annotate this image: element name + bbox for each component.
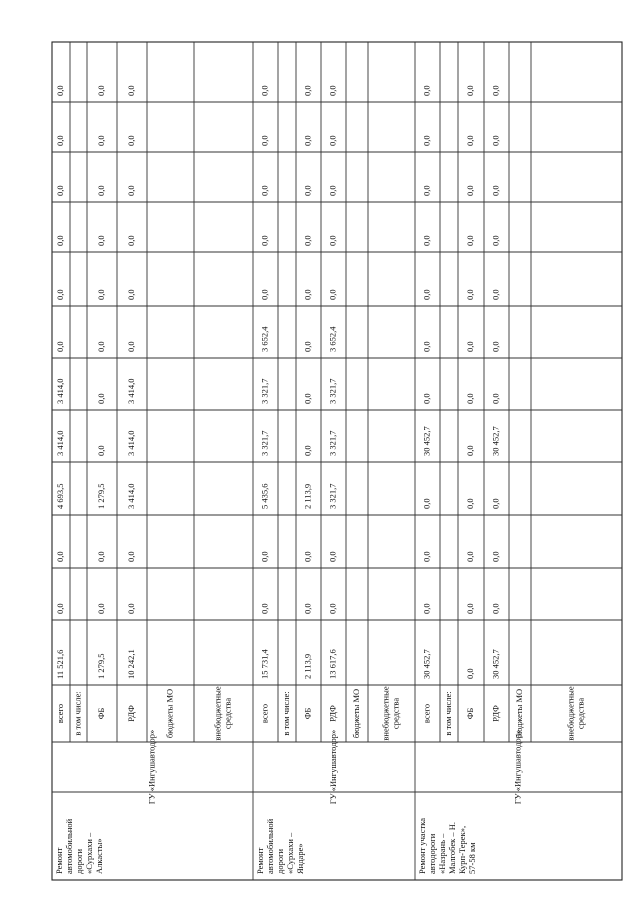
value-cell: 2 113,9: [302, 483, 313, 509]
value-cell: 0,0: [490, 85, 501, 96]
executor-label: ГУ «Ингушавтодор»: [327, 729, 338, 805]
value-cell: 0,0: [327, 235, 338, 246]
row-label: всего: [259, 703, 270, 724]
value-cell: 0,0: [302, 85, 313, 96]
value-cell: 0,0: [259, 185, 270, 196]
value-cell: 0,0: [464, 135, 475, 146]
executor-label: ГУ «Ингушавтодор»: [146, 729, 157, 805]
value-cell: 3 414,0: [125, 430, 136, 456]
value-cell: 30 452,7: [421, 426, 432, 456]
value-cell: 0,0: [490, 341, 501, 352]
value-cell: 0,0: [490, 603, 501, 614]
value-cell: 0,0: [54, 603, 65, 614]
object-name: Курп-Терек»,: [456, 825, 467, 874]
value-cell: 3 414,0: [54, 430, 65, 456]
value-cell: 0,0: [302, 289, 313, 300]
value-cell: 3 414,0: [125, 483, 136, 509]
value-cell: 30 452,7: [490, 426, 501, 456]
value-cell: 0,0: [54, 289, 65, 300]
object-name: дороги: [73, 848, 84, 874]
value-cell: 0,0: [95, 85, 106, 96]
value-cell: 1 279,5: [95, 483, 106, 509]
value-cell: 0,0: [327, 85, 338, 96]
value-cell: 0,0: [125, 603, 136, 614]
value-cell: 0,0: [327, 289, 338, 300]
value-cell: 0,0: [95, 603, 106, 614]
value-cell: 30 452,7: [421, 649, 432, 679]
value-cell: 0,0: [302, 341, 313, 352]
object-name: Ремонт: [53, 847, 64, 874]
object-name: Алкасты»: [93, 838, 104, 874]
value-cell: 0,0: [464, 341, 475, 352]
value-cell: 5 435,6: [259, 483, 270, 509]
value-cell: 3 321,7: [259, 430, 270, 456]
row-label: ФБ: [95, 707, 106, 720]
row-label: ФБ: [464, 707, 475, 720]
object-name: Ремонт участка: [416, 818, 427, 874]
object-name: «Назрань –: [436, 833, 447, 874]
value-cell: 0,0: [95, 135, 106, 146]
row-label: РДФ: [125, 705, 136, 722]
value-cell: 10 242,1: [125, 649, 136, 679]
value-cell: 30 452,7: [490, 649, 501, 679]
value-cell: 0,0: [490, 289, 501, 300]
value-cell: 0,0: [54, 551, 65, 562]
value-cell: 3 414,0: [54, 378, 65, 404]
value-cell: 0,0: [490, 551, 501, 562]
value-cell: 0,0: [490, 393, 501, 404]
row-label: внебюджетные: [212, 686, 223, 741]
value-cell: 2 113,9: [302, 653, 313, 679]
object-name: «Сурхахи –: [284, 832, 295, 874]
value-cell: 0,0: [490, 235, 501, 246]
value-cell: 0,0: [125, 135, 136, 146]
value-cell: 0,0: [302, 135, 313, 146]
row-label: средства: [390, 697, 401, 730]
row-label: всего: [54, 703, 65, 724]
value-cell: 3 321,7: [259, 378, 270, 404]
value-cell: 0,0: [421, 85, 432, 96]
row-label: средства: [575, 697, 586, 730]
value-cell: 0,0: [259, 551, 270, 562]
row-label: в том числе:: [280, 691, 291, 736]
value-cell: 0,0: [259, 85, 270, 96]
value-cell: 0,0: [125, 235, 136, 246]
value-cell: 0,0: [421, 603, 432, 614]
value-cell: 0,0: [54, 235, 65, 246]
value-cell: 0,0: [95, 393, 106, 404]
value-cell: 11 521,6: [54, 649, 65, 679]
value-cell: 0,0: [464, 185, 475, 196]
value-cell: 0,0: [327, 135, 338, 146]
value-cell: 0,0: [464, 603, 475, 614]
value-cell: 0,0: [125, 551, 136, 562]
value-cell: 0,0: [95, 551, 106, 562]
value-cell: 0,0: [490, 135, 501, 146]
value-cell: 0,0: [421, 498, 432, 509]
value-cell: 4 693,5: [54, 483, 65, 509]
object-name: Малгобек – Н.: [446, 821, 457, 874]
value-cell: 0,0: [421, 289, 432, 300]
value-cell: 0,0: [464, 668, 475, 679]
value-cell: 3 652,4: [259, 326, 270, 352]
value-cell: 0,0: [54, 135, 65, 146]
value-cell: 0,0: [95, 235, 106, 246]
row-label: всего: [421, 703, 432, 724]
value-cell: 0,0: [95, 445, 106, 456]
value-cell: 0,0: [421, 135, 432, 146]
executor-label: ГУ «Ингушавтодор»: [512, 729, 523, 805]
value-cell: 0,0: [95, 185, 106, 196]
value-cell: 0,0: [464, 445, 475, 456]
value-cell: 0,0: [54, 85, 65, 96]
value-cell: 0,0: [54, 341, 65, 352]
value-cell: 0,0: [464, 498, 475, 509]
value-cell: 3 321,7: [327, 378, 338, 404]
value-cell: 15 731,4: [259, 649, 270, 679]
object-name: автомобильной: [264, 818, 275, 874]
value-cell: 0,0: [259, 235, 270, 246]
value-cell: 0,0: [302, 235, 313, 246]
value-cell: 0,0: [327, 603, 338, 614]
value-cell: 0,0: [125, 185, 136, 196]
row-label: РДФ: [490, 705, 501, 722]
row-label: в том числе:: [72, 691, 83, 736]
object-name: автодороги: [426, 833, 437, 874]
value-cell: 0,0: [125, 289, 136, 300]
object-name: Ремонт: [254, 847, 265, 874]
table-cells: [54, 85, 586, 874]
value-cell: 0,0: [421, 393, 432, 404]
value-cell: 0,0: [95, 289, 106, 300]
value-cell: 0,0: [259, 135, 270, 146]
row-label: внебюджетные: [380, 686, 391, 741]
value-cell: 0,0: [327, 185, 338, 196]
row-label: РДФ: [327, 705, 338, 722]
value-cell: 0,0: [464, 551, 475, 562]
row-label: в том числе:: [442, 691, 453, 736]
value-cell: 0,0: [421, 235, 432, 246]
row-label: бюджеты МО: [164, 688, 175, 739]
object-name: Яндаре»: [294, 843, 305, 874]
value-cell: 3 321,7: [327, 483, 338, 509]
value-cell: 0,0: [421, 551, 432, 562]
value-cell: 0,0: [464, 235, 475, 246]
object-name: 57-58 км: [466, 842, 477, 874]
object-name: автомобильной: [63, 818, 74, 874]
value-cell: 0,0: [464, 289, 475, 300]
value-cell: 3 414,0: [125, 378, 136, 404]
value-cell: 0,0: [54, 185, 65, 196]
value-cell: 0,0: [327, 551, 338, 562]
value-cell: 0,0: [421, 185, 432, 196]
value-cell: 3 321,7: [327, 430, 338, 456]
value-cell: 0,0: [302, 603, 313, 614]
value-cell: 0,0: [302, 393, 313, 404]
value-cell: 0,0: [490, 185, 501, 196]
value-cell: 0,0: [464, 85, 475, 96]
value-cell: 0,0: [464, 393, 475, 404]
row-label: средства: [222, 697, 233, 730]
value-cell: 0,0: [490, 498, 501, 509]
value-cell: 0,0: [95, 341, 106, 352]
row-label: ФБ: [302, 707, 313, 720]
object-name: дороги: [274, 848, 285, 874]
row-label: бюджеты МО: [513, 688, 524, 739]
value-cell: 0,0: [125, 85, 136, 96]
value-cell: 0,0: [259, 289, 270, 300]
value-cell: 0,0: [302, 445, 313, 456]
object-name: «Сурхахи –: [83, 832, 94, 874]
value-cell: 0,0: [421, 341, 432, 352]
value-cell: 0,0: [302, 551, 313, 562]
row-label: бюджеты МО: [350, 688, 361, 739]
value-cell: 1 279,5: [95, 653, 106, 679]
value-cell: 3 652,4: [327, 326, 338, 352]
row-label: внебюджетные: [565, 686, 576, 741]
value-cell: 0,0: [259, 603, 270, 614]
value-cell: 0,0: [125, 341, 136, 352]
value-cell: 0,0: [302, 185, 313, 196]
value-cell: 13 617,6: [327, 649, 338, 679]
